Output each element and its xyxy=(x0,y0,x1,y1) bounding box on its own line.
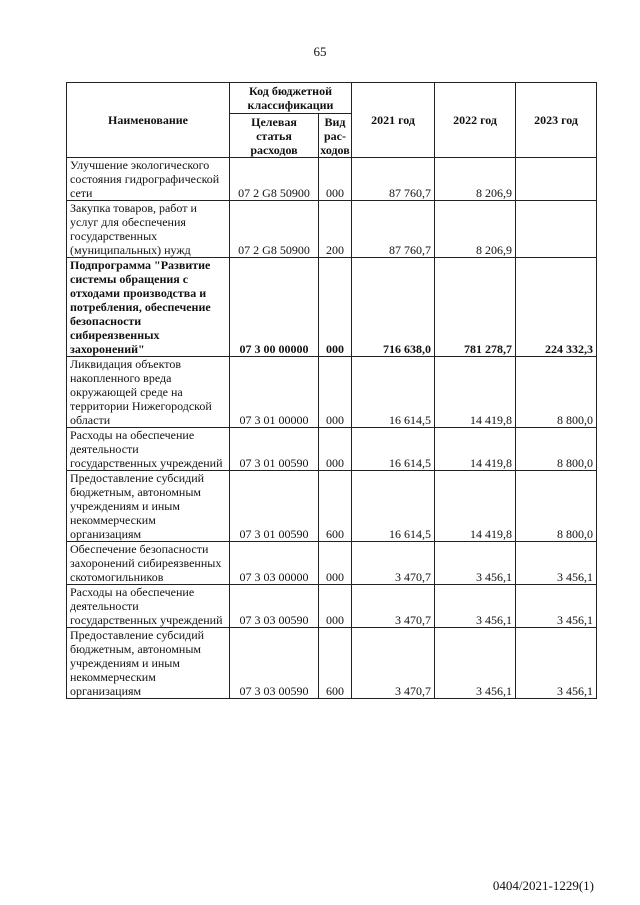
row-expense-type: 000 xyxy=(319,428,352,471)
row-value-2023: 8 800,0 xyxy=(516,471,597,542)
row-value-2023: 8 800,0 xyxy=(516,428,597,471)
table-row xyxy=(67,428,597,471)
header-2022: 2022 год xyxy=(435,83,516,158)
document-id: 0404/2021-1229(1) xyxy=(492,878,594,893)
header-code-group: Код бюджетной классификации xyxy=(230,83,352,114)
row-target-code: 07 3 01 00000 xyxy=(230,357,319,428)
row-value-2022: 781 278,7 xyxy=(435,258,516,357)
row-value-2022: 3 456,1 xyxy=(435,585,516,628)
row-name: Улучшение экологического состояния гидрографической сети xyxy=(67,158,230,201)
row-value-2023: 3 456,1 xyxy=(516,542,597,585)
row-value-2023: 3 456,1 xyxy=(516,585,597,628)
table-row xyxy=(67,201,597,258)
table-row xyxy=(67,158,597,201)
row-name: Расходы на обеспечение деятельности государственных учреждений xyxy=(67,428,230,471)
table-row xyxy=(67,542,597,585)
row-target-code: 07 3 03 00000 xyxy=(230,542,319,585)
row-value-2023: 224 332,3 xyxy=(516,258,597,357)
row-target-code: 07 2 G8 50900 xyxy=(230,201,319,258)
row-name: Предоставление субсидий бюджетным, автономным учреждениям и иным некоммерческим организациям xyxy=(67,628,230,699)
table-row xyxy=(67,585,597,628)
table-row xyxy=(67,471,597,542)
row-value-2022: 3 456,1 xyxy=(435,542,516,585)
row-name: Ликвидация объектов накопленного вреда окружающей среде на территории Нижегородской области xyxy=(67,357,230,428)
table-row xyxy=(67,258,597,357)
row-value-2022: 8 206,9 xyxy=(435,158,516,201)
row-target-code: 07 3 03 00590 xyxy=(230,628,319,699)
header-2023: 2023 год xyxy=(516,83,597,158)
header-expense-type: Вид рас-ходов xyxy=(320,114,350,157)
row-name: Подпрограмма "Развитие системы обращения с отходами производства и потребления, обеспечение безопасности сибиреязвенных захоронений" xyxy=(67,258,230,357)
row-value-2021: 87 760,7 xyxy=(352,158,435,201)
row-target-code: 07 3 00 00000 xyxy=(230,258,319,357)
row-target-code: 07 3 03 00590 xyxy=(230,585,319,628)
row-value-2021: 3 470,7 xyxy=(352,628,435,699)
row-expense-type: 000 xyxy=(319,357,352,428)
header-target-article: Целевая статья расходов xyxy=(230,114,319,158)
row-value-2023 xyxy=(516,201,597,258)
table-row xyxy=(67,628,597,699)
row-value-2022: 8 206,9 xyxy=(435,201,516,258)
row-value-2021: 3 470,7 xyxy=(352,585,435,628)
row-value-2022: 14 419,8 xyxy=(435,428,516,471)
row-value-2023: 8 800,0 xyxy=(516,357,597,428)
row-value-2022: 3 456,1 xyxy=(435,628,516,699)
row-value-2022: 14 419,8 xyxy=(435,471,516,542)
row-value-2021: 16 614,5 xyxy=(352,357,435,428)
table-body xyxy=(67,158,597,699)
row-target-code: 07 3 01 00590 xyxy=(230,428,319,471)
budget-table xyxy=(66,82,597,699)
table-row xyxy=(67,357,597,428)
header-name: Наименование xyxy=(67,83,230,158)
row-value-2022: 14 419,8 xyxy=(435,357,516,428)
row-expense-type: 000 xyxy=(319,158,352,201)
page-number: 65 xyxy=(313,44,327,59)
row-value-2023: 3 456,1 xyxy=(516,628,597,699)
row-value-2021: 16 614,5 xyxy=(352,471,435,542)
row-expense-type: 600 xyxy=(319,471,352,542)
row-value-2021: 87 760,7 xyxy=(352,201,435,258)
row-expense-type: 200 xyxy=(319,201,352,258)
row-value-2021: 3 470,7 xyxy=(352,542,435,585)
row-value-2021: 16 614,5 xyxy=(352,428,435,471)
row-expense-type: 000 xyxy=(319,542,352,585)
row-value-2023 xyxy=(516,158,597,201)
row-target-code: 07 3 01 00590 xyxy=(230,471,319,542)
row-value-2021: 716 638,0 xyxy=(352,258,435,357)
header-2021: 2021 год xyxy=(352,83,435,158)
row-name: Закупка товаров, работ и услуг для обеспечения государственных (муниципальных) нужд xyxy=(67,201,230,258)
row-expense-type: 000 xyxy=(319,258,352,357)
row-name: Расходы на обеспечение деятельности государственных учреждений xyxy=(67,585,230,628)
row-name: Предоставление субсидий бюджетным, автономным учреждениям и иным некоммерческим организациям xyxy=(67,471,230,542)
row-name: Обеспечение безопасности захоронений сибиреязвенных скотомогильников xyxy=(67,542,230,585)
row-expense-type: 000 xyxy=(319,585,352,628)
row-target-code: 07 2 G8 50900 xyxy=(230,158,319,201)
row-expense-type: 600 xyxy=(319,628,352,699)
